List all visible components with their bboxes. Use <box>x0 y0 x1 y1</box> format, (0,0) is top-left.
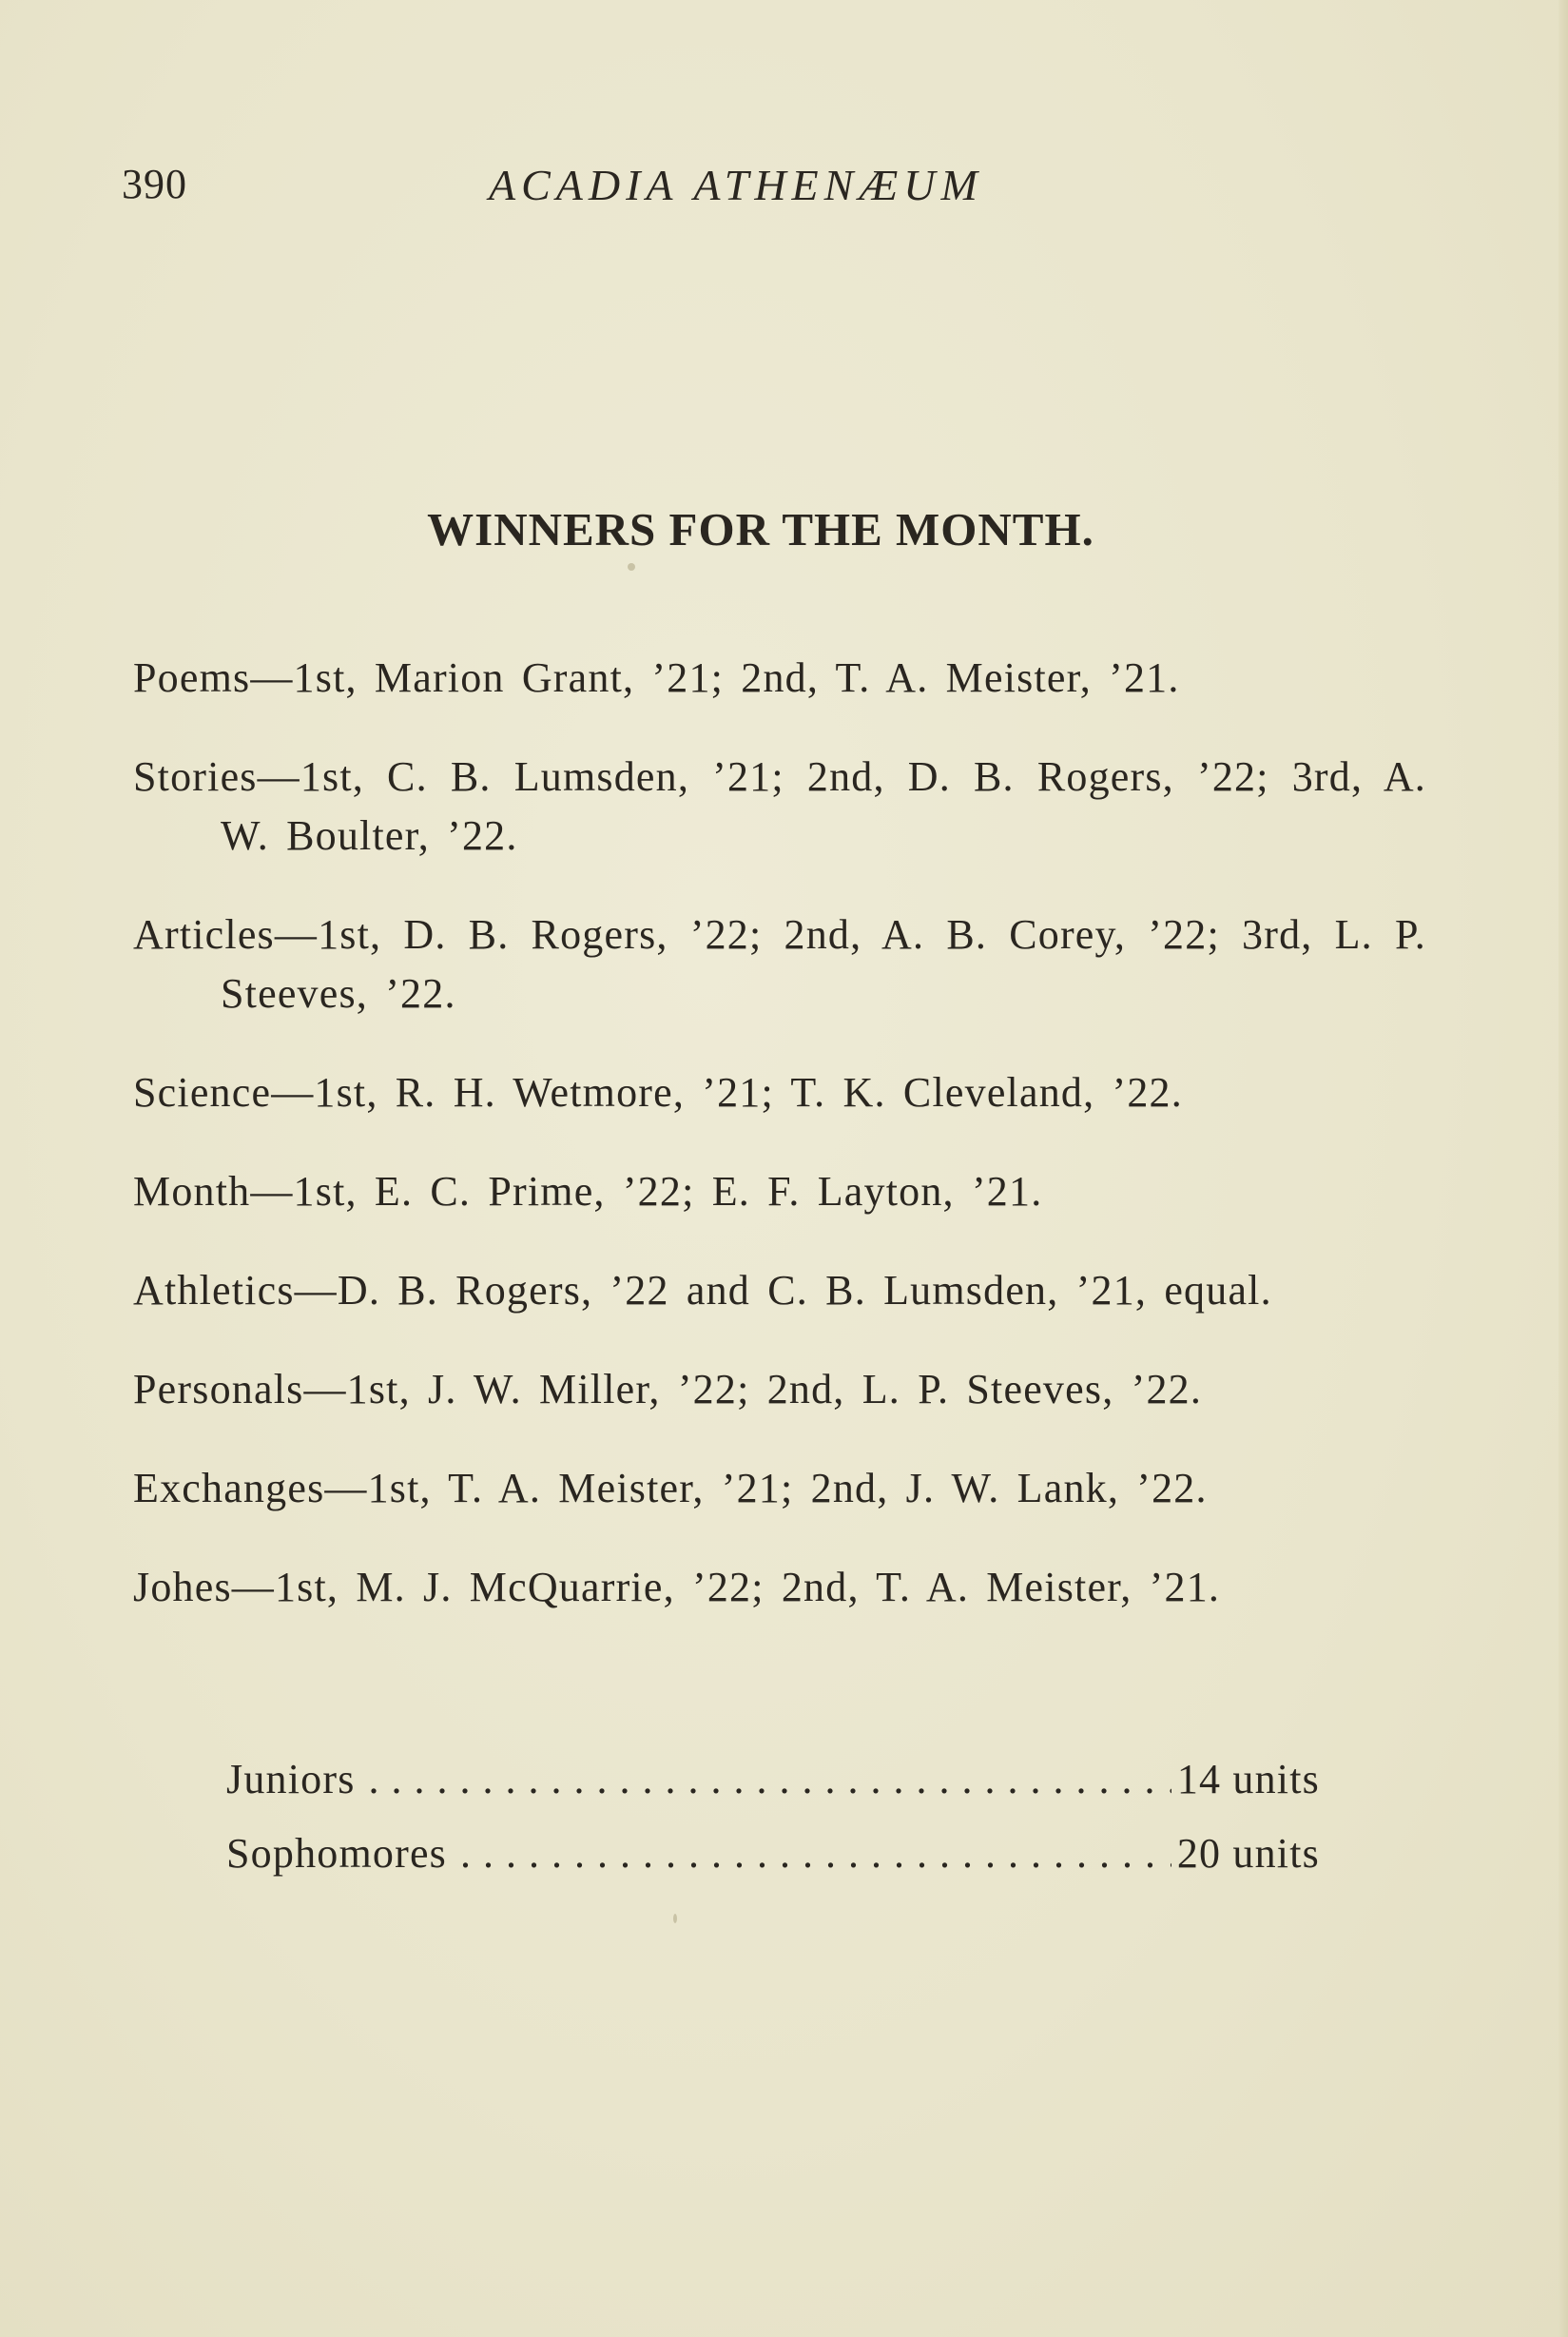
winners-list <box>133 649 1426 1657</box>
winner-entry-poems: Poems—1st, Marion Grant, ’21; 2nd, T. A. Meister, ’21. <box>133 654 1180 701</box>
paper-speck <box>628 563 635 571</box>
units-row-sophomores <box>226 1817 1320 1891</box>
units-value: 14 units <box>1176 1756 1320 1802</box>
dot-leader <box>460 1817 1171 1891</box>
units-class-label: Sophomores <box>226 1830 447 1877</box>
units-class-label: Juniors <box>226 1756 356 1802</box>
section-title: WINNERS FOR THE MONTH. <box>427 503 1094 555</box>
winner-entry-exchanges: Exchanges—1st, T. A. Meister, ’21; 2nd, J. W. Lank, ’22. <box>133 1465 1208 1511</box>
units-value: 20 units <box>1176 1830 1320 1877</box>
paper-speck <box>673 1914 677 1923</box>
running-head: ACADIA ATHENÆUM <box>489 161 983 209</box>
units-row-juniors <box>226 1743 1320 1817</box>
winner-entry-johes: Johes—1st, M. J. McQuarrie, ’22; 2nd, T. A. Meister, ’21. <box>133 1564 1221 1610</box>
winner-entry-athletics: Athletics—D. B. Rogers, ’22 and C. B. Lumsden, ’21, equal. <box>133 1267 1272 1314</box>
page-edge <box>1558 0 1568 2337</box>
winner-entry-month: Month—1st, E. C. Prime, ’22; E. F. Layton, ’21. <box>133 1168 1043 1215</box>
page-header <box>122 160 1073 217</box>
class-units-list <box>226 1743 1320 1891</box>
page-number: 390 <box>122 161 187 207</box>
winner-entry-stories: Stories—1st, C. B. Lumsden, ’21; 2nd, D. B. Rogers, ’22; 3rd, A. W. Boulter, ’22. <box>133 753 1426 859</box>
dot-leader <box>369 1743 1171 1817</box>
winner-entry-articles: Articles—1st, D. B. Rogers, ’22; 2nd, A. B. Corey, ’22; 3rd, L. P. Steeves, ’22. <box>133 911 1426 1017</box>
winner-entry-science: Science—1st, R. H. Wetmore, ’21; T. K. Cleveland, ’22. <box>133 1069 1183 1116</box>
winner-entry-personals: Personals—1st, J. W. Miller, ’22; 2nd, L. P. Steeves, ’22. <box>133 1366 1203 1412</box>
